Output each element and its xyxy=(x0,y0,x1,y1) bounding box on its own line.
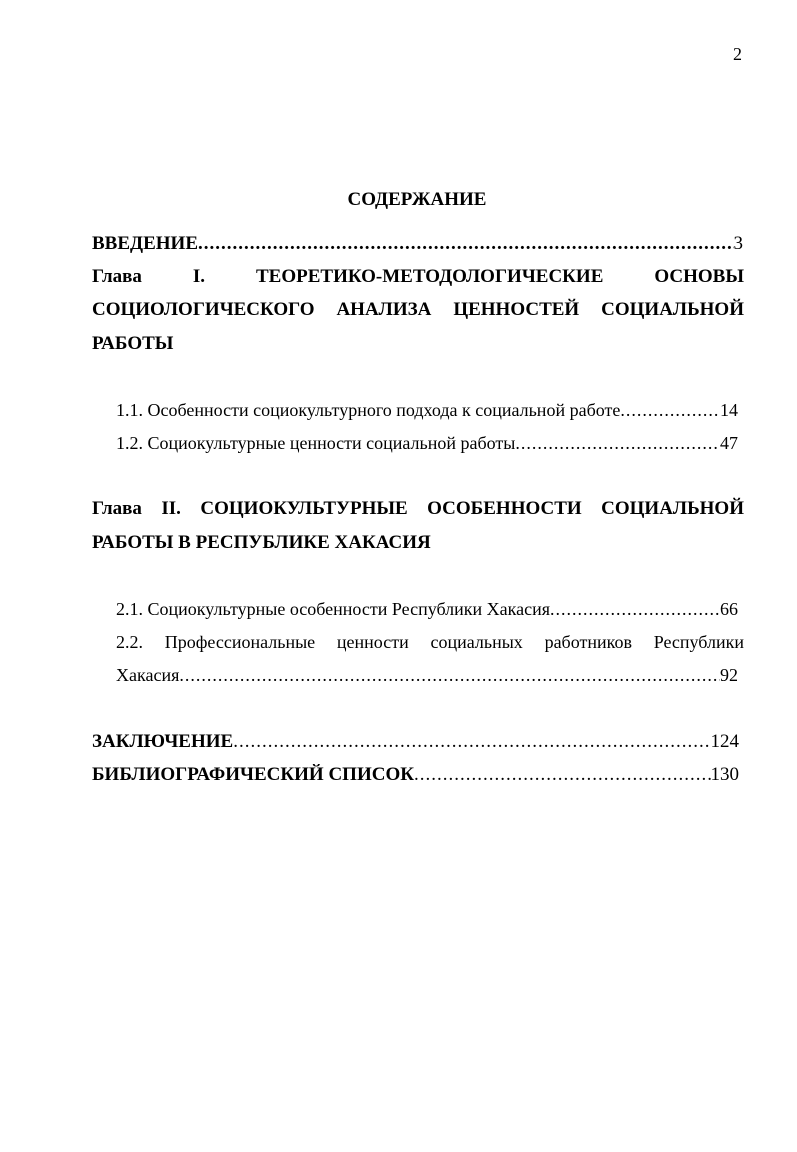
toc-entry-label: ВВЕДЕНИЕ xyxy=(92,233,198,254)
chapter-1-heading-line-1: Глава I. ТЕОРЕТИКО-МЕТОДОЛОГИЧЕСКИЕ ОСНОВЫ xyxy=(92,266,744,287)
toc-entry-section-2-2-line-1[interactable]: 2.2. Профессиональные ценности социальных работников Республики xyxy=(116,632,744,652)
chapter-2-heading-line-2: РАБОТЫ В РЕСПУБЛИКЕ ХАКАСИЯ xyxy=(92,532,431,553)
toc-entry-label: 2.1. Социокультурные особенности Республики Хакасия xyxy=(116,599,551,619)
toc-entry-page: 130 xyxy=(710,764,739,785)
chapter-1-heading-line-2: СОЦИОЛОГИЧЕСКОГО АНАЛИЗА ЦЕННОСТЕЙ СОЦИАЛЬНОЙ xyxy=(92,299,744,320)
toc-entry-label: Хакасия xyxy=(116,665,180,685)
chapter-2-heading-line-1: Глава II. СОЦИОКУЛЬТУРНЫЕ ОСОБЕННОСТИ СОЦИАЛЬНОЙ xyxy=(92,498,744,519)
dot-leader xyxy=(198,233,734,255)
toc-entry-intro[interactable] xyxy=(92,233,743,255)
toc-entry-section-1-2[interactable] xyxy=(116,432,738,454)
toc-entry-page: 3 xyxy=(733,233,743,254)
toc-entry-section-2-1[interactable] xyxy=(116,598,738,620)
toc-entry-label: 1.2. Социокультурные ценности социальной работы xyxy=(116,433,516,453)
toc-entry-conclusion[interactable] xyxy=(92,731,739,753)
toc-entry-page: 47 xyxy=(720,433,738,453)
toc-entry-label: БИБЛИОГРАФИЧЕСКИЙ СПИСОК xyxy=(92,764,415,785)
toc-entry-page: 66 xyxy=(720,599,738,619)
toc-entry-bibliography[interactable] xyxy=(92,764,739,786)
page-title: СОДЕРЖАНИЕ xyxy=(347,189,487,210)
dot-leader xyxy=(515,432,720,454)
toc-entry-page: 124 xyxy=(710,731,739,752)
dot-leader xyxy=(620,399,720,421)
toc-entry-section-1-1[interactable] xyxy=(116,399,738,421)
page-number: 2 xyxy=(733,44,742,64)
toc-entry-page: 14 xyxy=(720,400,738,420)
dot-leader xyxy=(550,598,720,620)
dot-leader xyxy=(414,764,710,786)
chapter-1-heading-line-3: РАБОТЫ xyxy=(92,333,174,354)
toc-entry-section-2-2[interactable] xyxy=(116,664,738,686)
dot-leader xyxy=(233,731,710,753)
toc-entry-page: 92 xyxy=(720,665,738,685)
toc-entry-label: 1.1. Особенности социокультурного подхода к социальной работе xyxy=(116,400,621,420)
dot-leader xyxy=(179,664,720,686)
toc-entry-label: ЗАКЛЮЧЕНИЕ xyxy=(92,731,234,752)
